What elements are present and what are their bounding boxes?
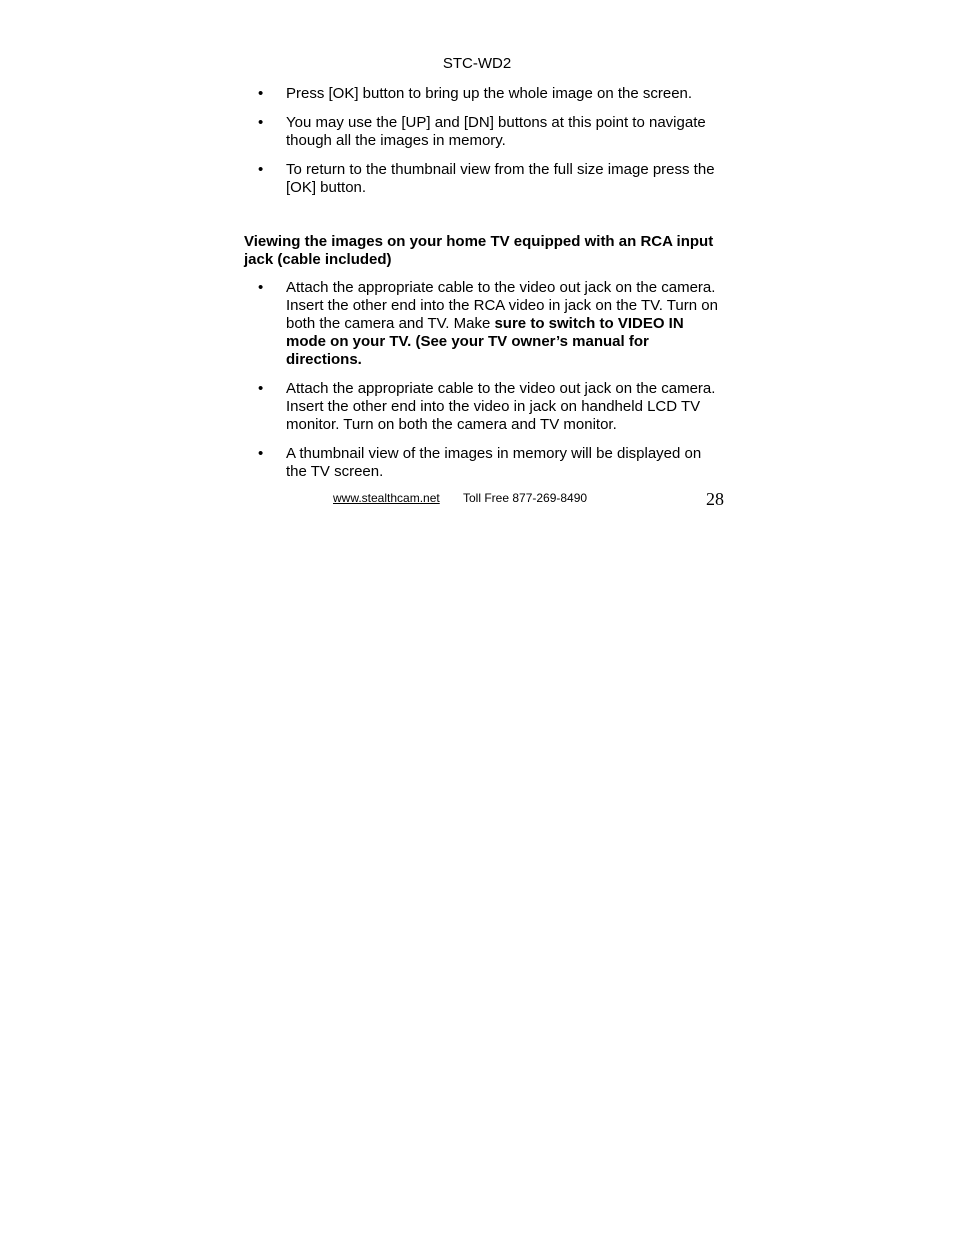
- list-item: [244, 380, 724, 434]
- bullet-icon: •: [258, 161, 264, 178]
- bullet-icon: •: [258, 85, 264, 102]
- list-item: [244, 114, 724, 150]
- page-content: [244, 85, 724, 481]
- list-item: [244, 161, 724, 197]
- list-item-text: Attach the appropriate cable to the video out jack on the camera. Insert the other end into the video in jack on handheld LCD TV monitor. Turn on both the camera and TV monitor.: [286, 380, 716, 433]
- bullet-icon: •: [258, 114, 264, 131]
- list-item: [244, 445, 724, 481]
- list-item-bold-text: sure to switch to VIDEO IN mode on your TV. (See your TV owner’s manual for directions.: [286, 315, 684, 368]
- list-item-text: Press [OK] button to bring up the whole image on the screen.: [286, 85, 693, 102]
- list-item-text: To return to the thumbnail view from the full size image press the [OK] button.: [286, 161, 715, 196]
- list-item-text: Attach the appropriate cable to the video out jack on the camera. Insert the other end into the RCA video in jack on the TV. Turn on both the camera and TV. Make: [286, 279, 718, 332]
- bullet-icon: •: [258, 279, 264, 296]
- toll-free-number: Toll Free 877-269-8490: [463, 491, 588, 505]
- page-header: STC-WD2: [442, 55, 512, 72]
- section-heading: Viewing the images on your home TV equipped with an RCA input jack (cable included): [244, 233, 714, 268]
- bullet-icon: •: [258, 380, 264, 397]
- list-item: [244, 279, 724, 369]
- list-item-text: You may use the [UP] and [DN] buttons at this point to navigate though all the images in memory.: [286, 114, 706, 149]
- list-item: [244, 85, 724, 103]
- page-footer: [244, 489, 724, 513]
- page-number: 28: [706, 489, 724, 509]
- bullet-list-viewing: [244, 85, 724, 197]
- website-link[interactable]: www.stealthcam.net: [333, 491, 440, 505]
- list-item-text: A thumbnail view of the images in memory will be displayed on the TV screen.: [286, 445, 702, 480]
- bullet-list-tv: [244, 279, 724, 481]
- bullet-icon: •: [258, 445, 264, 462]
